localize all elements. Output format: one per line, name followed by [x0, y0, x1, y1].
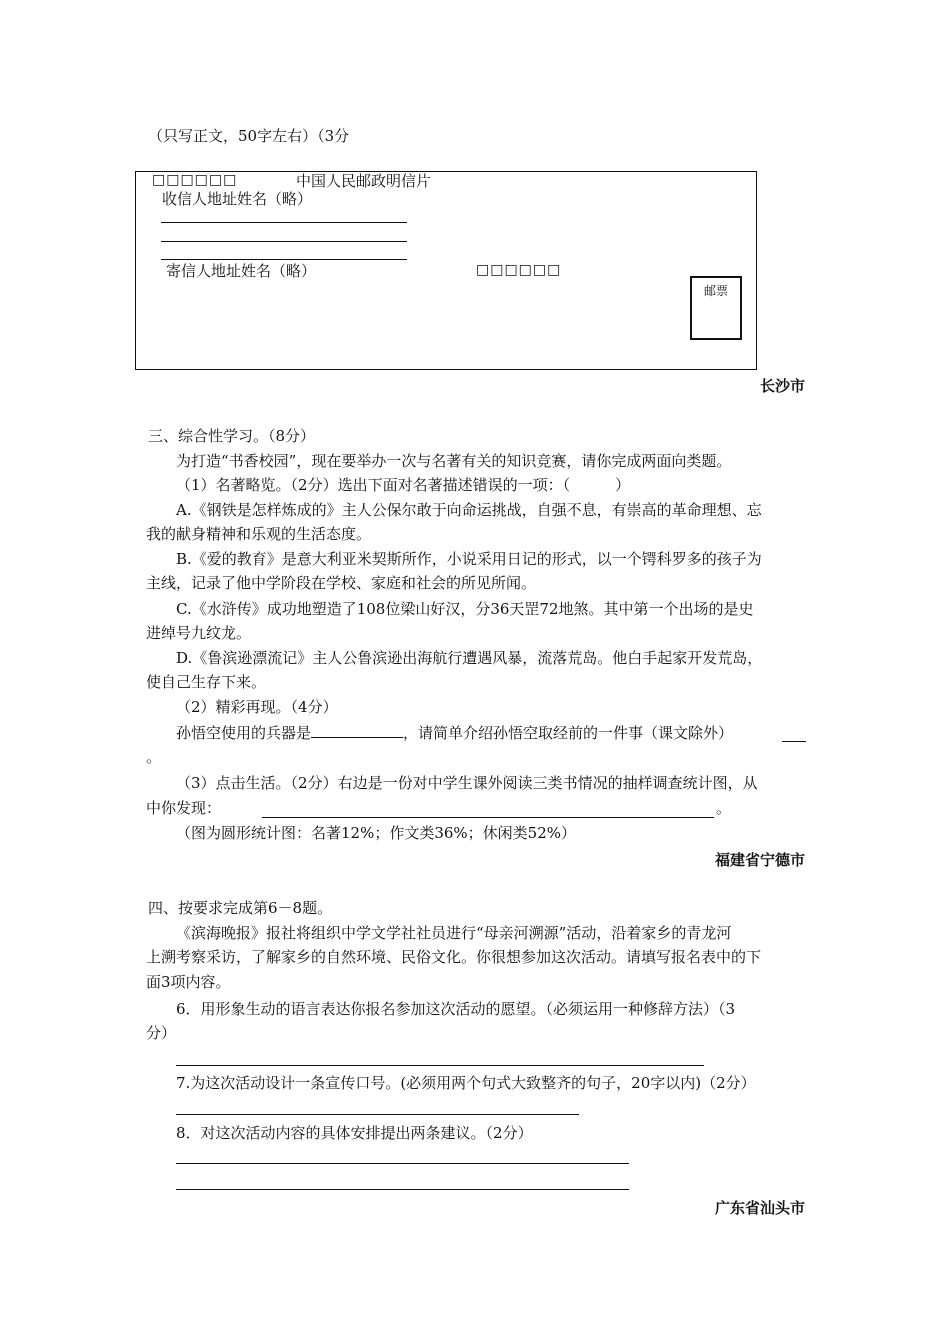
q7: 7.为这次活动设计一条宣传口号。(必须用两个句式大致整齐的句子，20字以内)（2分）: [176, 1074, 756, 1092]
story-answer-blank[interactable]: [782, 741, 806, 742]
weapon-answer-blank[interactable]: [311, 721, 403, 738]
q8: 8．对这次活动内容的具体安排提出两条建议。（2分）: [176, 1124, 533, 1142]
option-d-line1: D.《鲁滨逊漂流记》主人公鲁滨逊出海航行遭遇风暴，流落荒岛。他白手起家开发荒岛，: [176, 649, 763, 667]
q6-answer-line[interactable]: [176, 1065, 704, 1066]
q2-text-a: 孙悟空使用的兵器是: [176, 724, 312, 742]
option-b-line2: 主线，记录了他中学阶段在学校、家庭和社会的所见所闻。: [146, 574, 537, 592]
sender-label: 寄信人地址姓名（略）: [166, 262, 317, 280]
q8-answer-line-1[interactable]: [176, 1163, 629, 1164]
section4-intro-line2: 上溯考察采访，了解家乡的自然环境、民俗文化。你很想参加这次活动。请填写报名表中的下: [146, 948, 762, 966]
postcard-title: 中国人民邮政明信片: [296, 172, 432, 190]
option-b-line1: B.《爱的教育》是意大利亚米契斯所作，小说采用日记的形式，以一个锷科罗多的孩子为: [176, 550, 762, 568]
q8-answer-line-2[interactable]: [176, 1189, 629, 1190]
source-changsha: 长沙市: [759, 377, 805, 395]
q2-text-b: ，请简单介绍孙悟空取经前的一件事（课文除外）: [403, 724, 734, 742]
recipient-label: 收信人地址姓名（略）: [162, 190, 313, 208]
intro-note: （只写正文，50字左右）（3分: [148, 127, 350, 145]
option-a-line1: A.《钢铁是怎样炼成的》主人公保尔敢于向命运挑战，自强不息，有崇高的革命理想、忘: [176, 501, 762, 519]
option-c-line1: C.《水浒传》成功地塑造了108位梁山好汉，分36天罡72地煞。其中第一个出场的是史: [176, 600, 754, 618]
option-c-line2: 进绰号九纹龙。: [146, 624, 252, 642]
section3-intro: 为打造“书香校园”，现在要举办一次与名著有关的知识竞赛，请你完成两面向类题。: [176, 452, 732, 470]
discovery-answer-blank[interactable]: [262, 817, 714, 818]
chart-note: （图为圆形统计图：名著12%；作文类36%；休闲类52%）: [176, 824, 577, 842]
q3-end: 。: [716, 799, 732, 817]
section4-heading: 四、按要求完成第6－8题。: [148, 899, 333, 917]
source-shantou: 广东省汕头市: [714, 1199, 805, 1217]
section4-intro-line1: 《滨海晚报》报社将组织中学文学社社员进行“母亲河溯源”活动，沿着家乡的青龙河: [176, 924, 732, 942]
recipient-line-2[interactable]: [161, 241, 407, 242]
section3-heading: 三、综合性学习。（8分）: [148, 427, 316, 445]
postcode-boxes-top: □□□□□□: [152, 172, 238, 188]
section3-q2: （2）精彩再现。（4分）: [176, 698, 338, 716]
q3-text-a: 中你发现：: [146, 799, 222, 817]
section3-q2-text: [176, 721, 733, 745]
section3-q3-line2: [146, 796, 221, 820]
option-a-line2: 我的献身精神和乐观的生活态度。: [146, 525, 372, 543]
section4-intro-line3: 面3项内容。: [146, 973, 231, 991]
stamp-label: 邮票: [703, 284, 728, 298]
stamp-box: [690, 276, 742, 340]
recipient-line-1[interactable]: [161, 222, 407, 223]
section3-q3-line1: （3）点击生活。（2分）右边是一份对中学生课外阅读三类书情况的抽样调查统计图，从: [176, 774, 758, 792]
q6-line1: 6．用形象生动的语言表达你报名参加这次活动的愿望。（必须运用一种修辞方法）（3: [176, 1000, 736, 1018]
q6-line2: 分）: [146, 1024, 177, 1042]
q2-end: 。: [146, 748, 162, 766]
section3-q1: （1）名著略览。（2分）选出下面对名著描述错误的一项：（ ）: [176, 476, 631, 494]
source-ningde: 福建省宁德市: [714, 851, 805, 869]
q7-answer-line[interactable]: [176, 1114, 579, 1115]
postcode-boxes-bottom: □□□□□□: [476, 262, 562, 278]
option-d-line2: 使自己生存下来。: [146, 673, 267, 691]
